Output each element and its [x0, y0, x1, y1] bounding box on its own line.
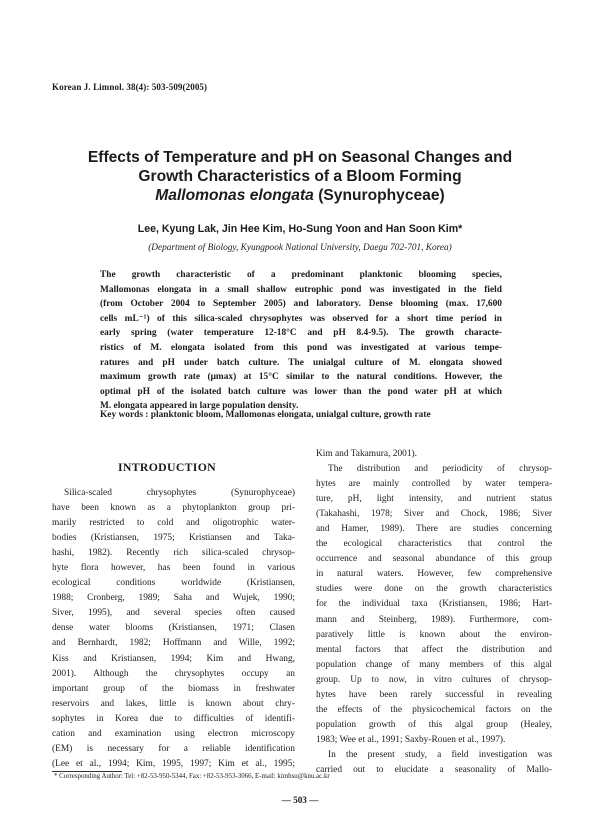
body-line: hashi, 1982). Recently rich silica-scaled chrysop-: [52, 548, 295, 559]
footnote-rule: [52, 771, 122, 772]
body-line: for the individual taxa (Kristiansen, 1986; Hart-: [316, 599, 552, 610]
abstract-line: maximum growth rate (μmax) at 15°C similar to the natural conditions. However, the: [100, 372, 502, 383]
body-line: cation and examination using electron microscopy: [52, 728, 295, 739]
abstract-line: Mallomonas elongata in a small shallow eutrophic pond was investigated in the field: [100, 284, 502, 295]
title-class-name: (Synurophyceae): [313, 187, 445, 204]
title-line-2: Growth Characteristics of a Bloom Forming: [138, 168, 462, 185]
body-line: paratively little is known about the environ-: [316, 629, 552, 640]
body-line: studies were done on the growth characteristics: [316, 584, 552, 595]
body-line: Silica-scaled chrysophytes (Synurophyceae): [64, 488, 295, 498]
body-line: sophytes in Korea due to difficulties of identifi-: [52, 713, 295, 724]
body-line: 2001). Although the chrysophytes occupy an: [52, 668, 295, 679]
body-line: important group of the biomass in freshwater: [52, 683, 295, 694]
body-line: reservoirs and lakes, little is known about chry-: [52, 698, 295, 709]
body-line: group. Up to now, in vitro cultures of chrysop-: [316, 674, 552, 685]
abstract-line: The growth characteristic of a predominant planktonic blooming species,: [100, 270, 502, 280]
body-line: population change of many members of this algal: [316, 659, 552, 670]
body-line: and Hamer, 1989). There are studies concerning: [316, 524, 552, 535]
body-line: 1988; Cronberg, 1989; Saha and Wujek, 1990;: [52, 593, 295, 604]
title-line-3: [40, 186, 560, 206]
title-species-name: Mallomonas elongata: [155, 187, 314, 204]
body-line: Kiss and Kristiansen, 1994; Kim and Hwang,: [52, 653, 295, 664]
left-column-text: [52, 486, 295, 772]
body-line: hyte flora however, has been found in various: [52, 563, 295, 574]
body-line: (Lee et al., 1994; Kim, 1995, 1997; Kim et al., 1995;: [52, 758, 295, 769]
body-line: population growth of this algal group (Healey,: [316, 719, 552, 730]
body-line: Siver, 1995), and several species often caused: [52, 608, 295, 619]
body-line: hytes have been rarely successful in revealing: [316, 689, 552, 700]
abstract-line: ratures and pH under batch culture. The unialgal culture of M. elongata showed: [100, 357, 502, 368]
body-line: Kim and Takamura, 2001).: [316, 449, 417, 459]
abstract-line: cells mL⁻¹) of this silica-scaled chrysophytes was observed for a short time period in: [100, 313, 502, 324]
keywords: Key words : planktonic bloom, Mallomonas elongata, unialgal culture, growth rate: [100, 410, 431, 420]
body-line: ecological conditions worldwide (Kristiansen,: [52, 578, 295, 589]
body-line: in natural waters. However, few comprehensive: [316, 569, 552, 580]
body-line: ture, pH, light intensity, and nutrient status: [316, 494, 552, 505]
abstract-line: early spring (water temperature 12-18°C and pH 8.4-9.5). The growth characte-: [100, 328, 502, 339]
body-line: mental factors that affect the distribution and: [316, 644, 552, 655]
journal-reference: Korean J. Limnol. 38(4): 503-509(2005): [52, 82, 208, 92]
body-line: have been known as a phytoplankton group pri-: [52, 503, 295, 514]
right-column-text: [316, 447, 552, 778]
abstract-line: M. elongata appeared in large population density.: [100, 401, 299, 412]
body-line: hytes are mainly controlled by water tempera-: [316, 479, 552, 490]
body-line: 1983; Wee et al., 1991; Saxby-Rouen et al., 1997).: [316, 734, 506, 745]
abstract: [100, 268, 502, 414]
body-line: bodies (Kristiansen, 1975; Kristiansen and Taka-: [52, 533, 295, 544]
body-line: and Bernhardt, 1982; Hoffmann and Wille, 1992;: [52, 638, 295, 649]
author-list: Lee, Kyung Lak, Jin Hee Kim, Ho-Sung Yoon and Han Soon Kim*: [137, 223, 463, 235]
page-number: — 503 —: [281, 795, 319, 805]
body-line: the ecological characteristics that control the: [316, 539, 552, 550]
body-line: (Takahashi, 1978; Siver and Chock, 1986; Siver: [316, 509, 552, 520]
body-line: carried out to elucidate a seasonality of Mallo-: [316, 764, 552, 775]
body-line: In the present study, a field investigation was: [328, 749, 552, 760]
section-heading-introduction: INTRODUCTION: [118, 460, 216, 474]
body-line: the effects of the physicochemical factors on the: [316, 704, 552, 715]
body-line: marily restricted to cold and oligotrophic water-: [52, 518, 295, 529]
abstract-line: optimal pH of the isolated batch culture was lower than the pond water pH at which: [100, 386, 502, 397]
title-line-1: Effects of Temperature and pH on Seasonal Changes and: [87, 149, 513, 166]
body-line: mann and Steinberg, 1989). Furthermore, com-: [316, 614, 552, 625]
body-line: dense water blooms (Kristiansen, 1971; Clasen: [52, 623, 295, 634]
abstract-line: (from October 2004 to September 2005) and laboratory. Dense blooming (max. 17,600: [100, 299, 502, 310]
body-line: (EM) is necessary for a reliable identification: [52, 743, 295, 754]
footnote-corresponding-author: * Corresponding Author: Tel: +82-53-950-5344, Fax: +82-53-953-3066, E-mail: kimhsu@knu.ac.kr: [54, 773, 330, 780]
body-line: The distribution and periodicity of chrysop-: [328, 464, 552, 475]
body-line: occurrence and seasonal abundance of this group: [316, 554, 552, 565]
affiliation: (Department of Biology, Kyungpook National University, Daegu 702-701, Korea): [148, 243, 452, 253]
abstract-line: ristics of M. elongata isolated from this pond was investigated at various tempe-: [100, 342, 502, 353]
